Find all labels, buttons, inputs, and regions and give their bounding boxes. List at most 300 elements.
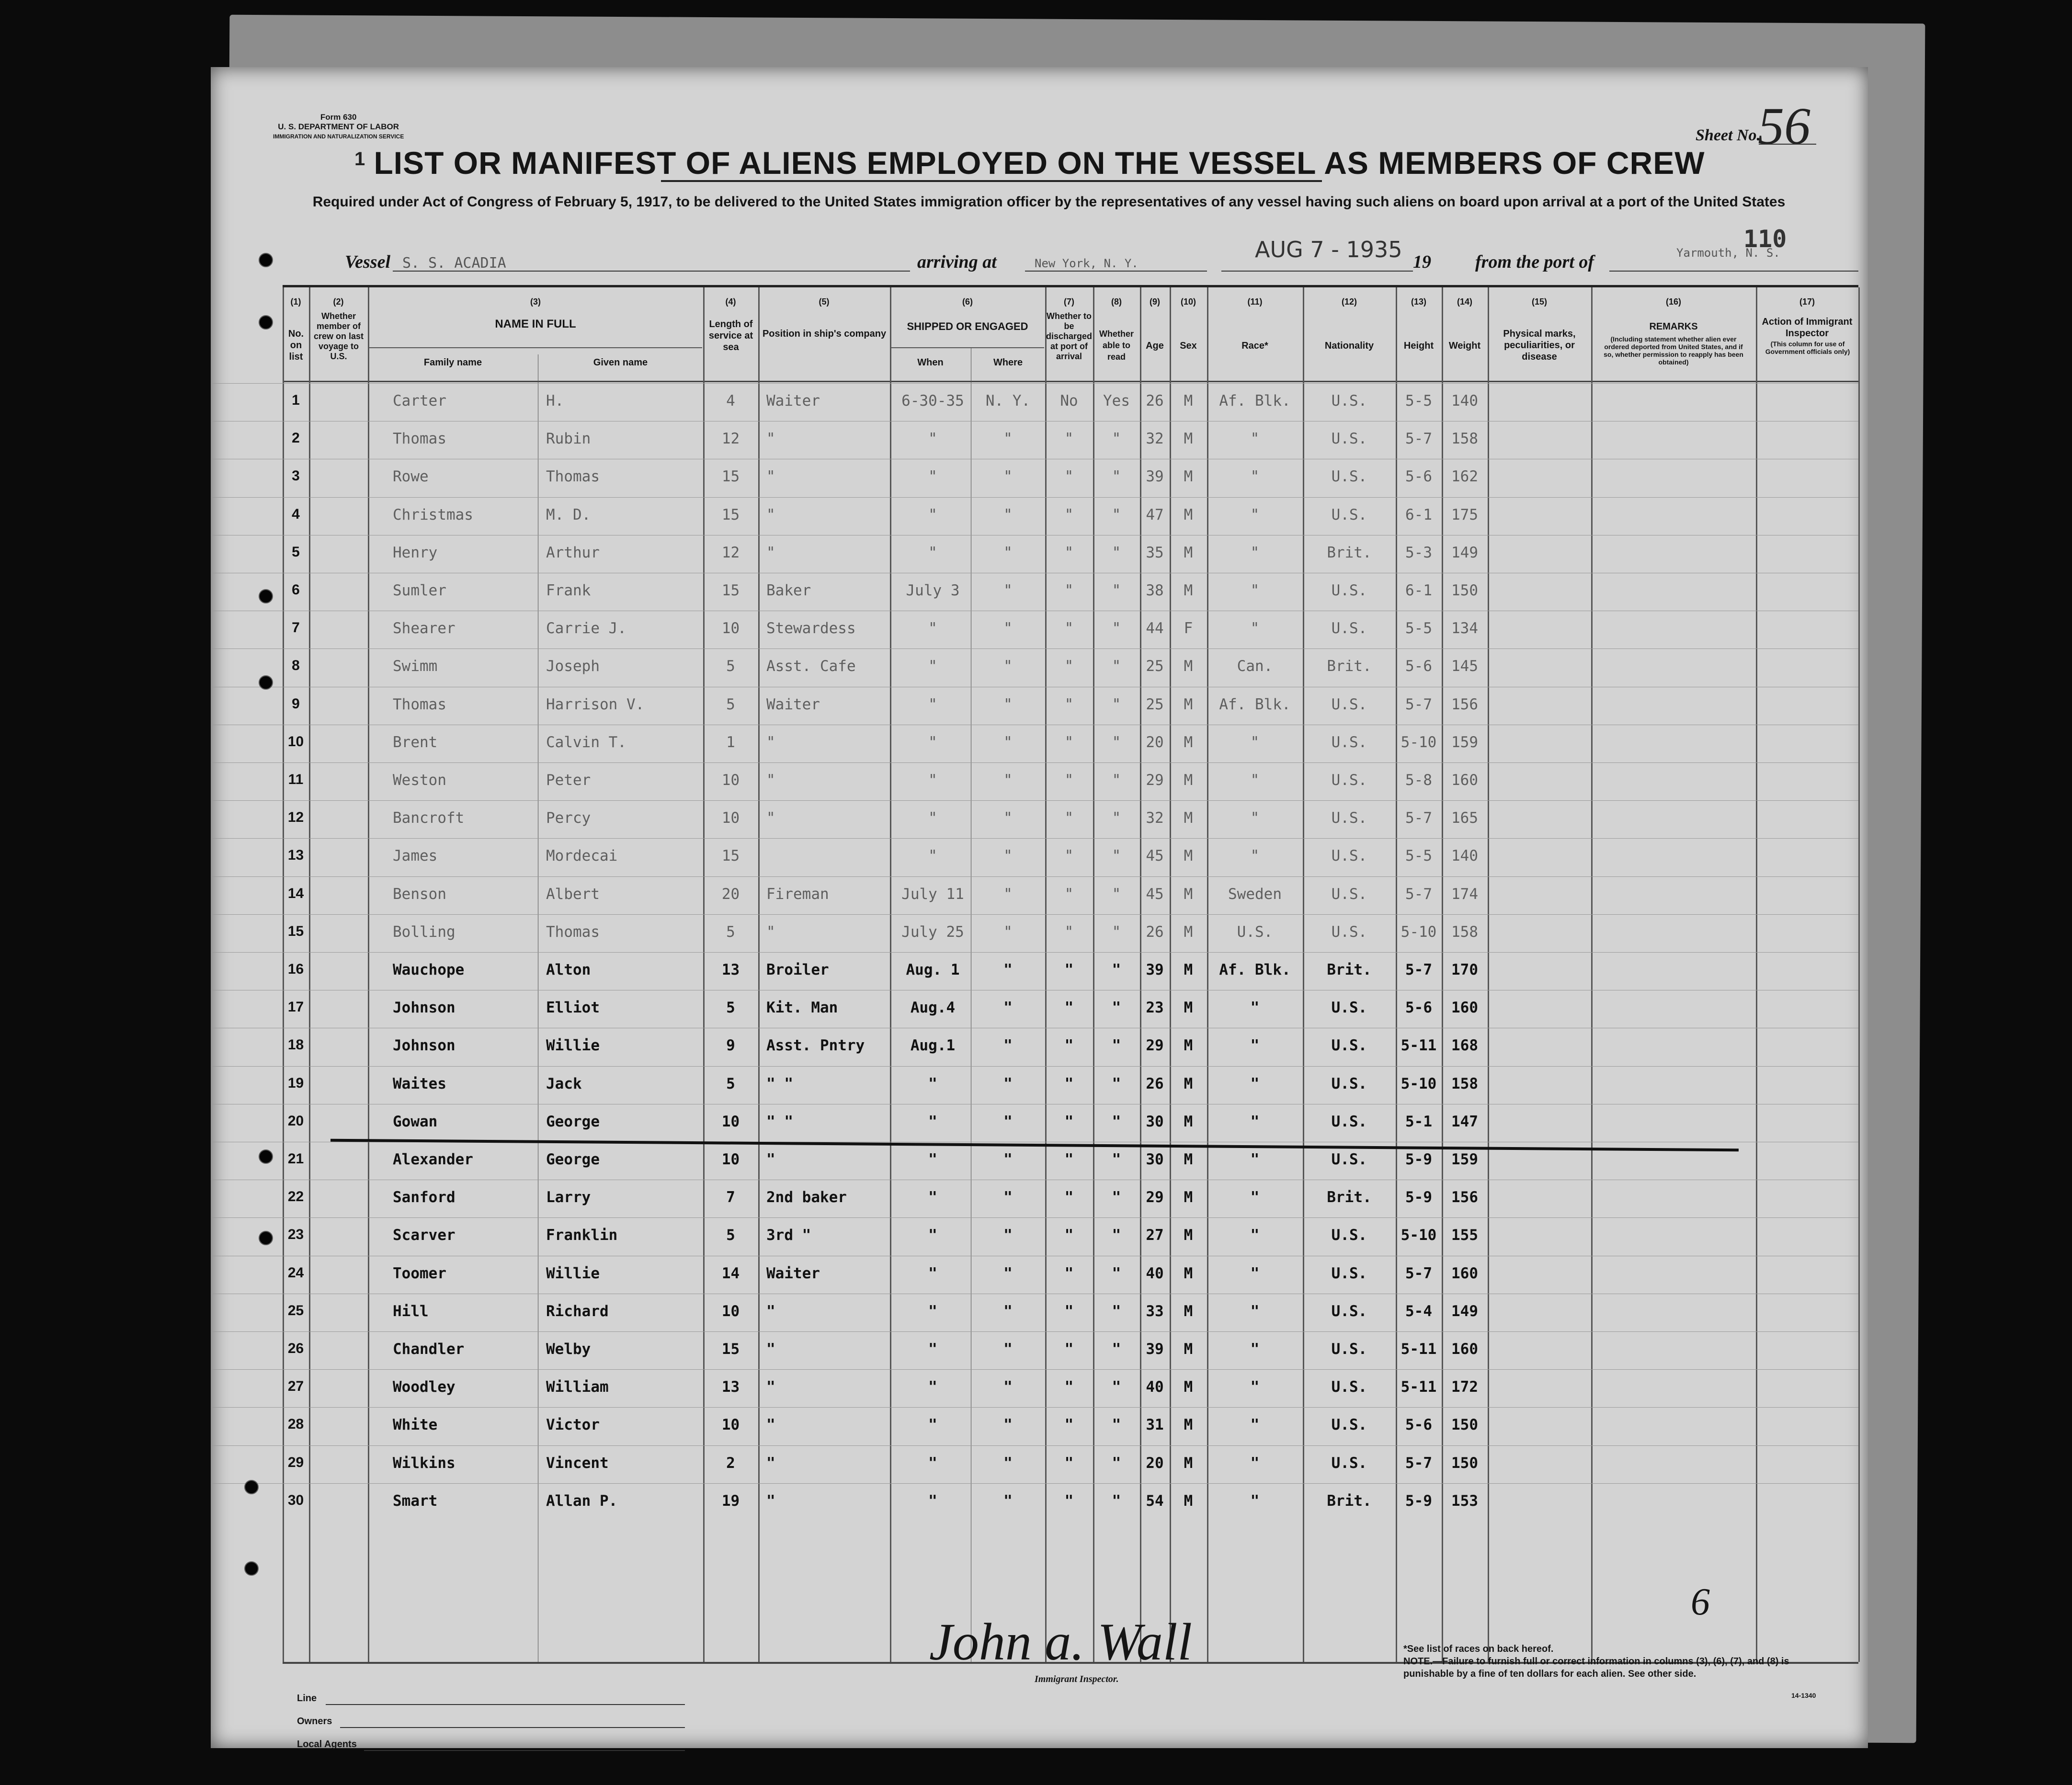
cell-no: 14	[287, 885, 304, 901]
cell-weight: 140	[1451, 392, 1478, 409]
cell-where: "	[1003, 1341, 1013, 1358]
stamp-number: 110	[1743, 225, 1787, 253]
cell-service: 12	[721, 544, 740, 561]
table-row	[211, 459, 1858, 497]
cell-weight: 160	[1451, 1341, 1478, 1358]
cell-where: "	[1003, 1492, 1013, 1510]
cell-family: Wauchope	[393, 961, 465, 978]
cell-discharged: "	[1064, 1227, 1074, 1244]
cell-sex: M	[1184, 961, 1193, 978]
cell-read: "	[1112, 809, 1121, 827]
cell-read: "	[1112, 695, 1121, 713]
cell-age: 35	[1146, 544, 1164, 561]
col-header-sex: Sex	[1180, 341, 1197, 351]
cell-when: Aug.1	[910, 1037, 956, 1055]
cell-height: 5-7	[1405, 961, 1432, 978]
col-number: (9)	[1150, 297, 1160, 307]
page-subtitle: Required under Act of Congress of February 5, 1917, to be delivered to the United States immigration officer by the representatives of any vessel having such aliens on board upon arrival at a port of the United States	[312, 194, 1786, 210]
cell-position: "	[766, 923, 775, 941]
col-header-given-name: Given name	[593, 357, 648, 368]
cell-race: "	[1250, 772, 1260, 789]
cell-given: Carrie J.	[546, 620, 626, 637]
cell-sex: M	[1184, 1341, 1193, 1358]
table-row	[211, 1369, 1858, 1408]
cell-position: Baker	[766, 582, 811, 599]
cell-sex: M	[1184, 695, 1193, 713]
table-row	[211, 1180, 1858, 1218]
cell-weight: 172	[1451, 1378, 1478, 1396]
cell-race: Can.	[1237, 658, 1273, 675]
cell-age: 23	[1146, 999, 1164, 1017]
cell-where: "	[1003, 1227, 1013, 1244]
cell-age: 29	[1146, 1189, 1164, 1206]
cell-service: 10	[721, 1151, 740, 1168]
table-row	[211, 611, 1858, 649]
manifest-sheet	[211, 67, 1868, 1748]
cell-given: George	[546, 1113, 600, 1130]
cell-position: "	[766, 1416, 775, 1434]
cell-where: "	[1003, 999, 1013, 1017]
cell-where: "	[1003, 1378, 1013, 1396]
cell-discharged: "	[1064, 1151, 1074, 1168]
cell-no: 11	[288, 772, 304, 787]
cell-discharged: "	[1064, 658, 1074, 675]
cell-race: "	[1250, 1189, 1260, 1206]
cell-discharged: "	[1064, 1341, 1074, 1358]
cell-read: "	[1112, 847, 1121, 865]
cell-when: "	[928, 506, 937, 523]
cell-sex: M	[1184, 1113, 1193, 1130]
cell-height: 5-6	[1405, 468, 1432, 486]
cell-no: 20	[287, 1113, 304, 1129]
cell-family: Weston	[393, 772, 446, 789]
cell-no: 6	[292, 582, 300, 598]
cell-position: "	[766, 809, 775, 827]
cell-position: "	[766, 1302, 775, 1320]
cell-race: "	[1250, 1378, 1260, 1396]
cell-sex: M	[1184, 1302, 1193, 1320]
cell-nationality: Brit.	[1327, 1492, 1372, 1510]
cell-discharged: "	[1064, 506, 1074, 523]
cell-where: "	[1003, 1416, 1013, 1434]
table-row	[211, 725, 1858, 763]
cell-weight: 155	[1451, 1227, 1478, 1244]
cell-read: "	[1112, 733, 1121, 751]
table-row	[211, 1445, 1858, 1484]
cell-read: "	[1112, 1492, 1121, 1510]
cell-service: 10	[721, 1302, 740, 1320]
cell-family: Thomas	[393, 695, 446, 713]
cell-given: William	[546, 1378, 609, 1396]
col-header-shipped: SHIPPED OR ENGAGED	[907, 320, 1028, 332]
col-header-last-voyage: Whether member of crew on last voyage to U.S.	[313, 311, 364, 361]
cell-where: "	[1003, 506, 1013, 523]
cell-given: Larry	[546, 1189, 591, 1206]
cell-sex: M	[1184, 392, 1193, 409]
cell-when: "	[928, 1189, 937, 1206]
cell-position: "	[766, 544, 775, 561]
cell-no: 1	[292, 392, 300, 408]
cell-where: "	[1003, 582, 1013, 599]
cell-age: 45	[1146, 847, 1164, 865]
cell-position: " "	[766, 1113, 793, 1130]
cell-nationality: U.S.	[1331, 506, 1367, 523]
cell-given: Allan P.	[546, 1492, 618, 1510]
line-label: Line	[297, 1693, 317, 1704]
table-row	[211, 1256, 1858, 1294]
cell-where: N. Y.	[985, 392, 1031, 409]
punch-hole	[259, 1149, 273, 1164]
cell-sex: M	[1184, 772, 1193, 789]
cell-no: 5	[292, 544, 300, 560]
cell-race: "	[1250, 1264, 1260, 1282]
cell-discharged: "	[1064, 1113, 1074, 1130]
cell-sex: M	[1184, 1227, 1193, 1244]
cell-family: Benson	[393, 885, 446, 903]
cell-age: 20	[1146, 733, 1164, 751]
cell-read: "	[1112, 1113, 1121, 1130]
cell-family: James	[393, 847, 438, 865]
cell-position: "	[766, 506, 775, 523]
cell-discharged: "	[1064, 961, 1074, 978]
cell-weight: 150	[1451, 1416, 1478, 1434]
cell-where: "	[1003, 1264, 1013, 1282]
cell-nationality: U.S.	[1331, 772, 1367, 789]
cell-read: "	[1112, 1454, 1121, 1472]
cell-height: 5-7	[1405, 885, 1432, 903]
cell-when: "	[928, 733, 937, 751]
footer-note	[1403, 1643, 1834, 1680]
col-header-family-name: Family name	[423, 357, 482, 368]
cell-nationality: U.S.	[1331, 695, 1367, 713]
punch-hole	[259, 253, 273, 267]
cell-sex: M	[1184, 809, 1193, 827]
cell-no: 12	[287, 809, 304, 826]
cell-age: 30	[1146, 1113, 1164, 1130]
cell-read: "	[1112, 999, 1121, 1017]
cell-age: 39	[1146, 468, 1164, 486]
cell-position: Waiter	[766, 695, 820, 713]
cell-sex: M	[1184, 430, 1193, 448]
cell-no: 13	[287, 847, 304, 864]
cell-family: Toomer	[393, 1264, 446, 1282]
cell-given: Elliot	[546, 999, 600, 1017]
line-underline	[326, 1704, 685, 1705]
cell-race: "	[1250, 1454, 1260, 1472]
cell-given: Willie	[546, 1264, 600, 1282]
cell-position: "	[766, 1454, 775, 1472]
cell-discharged: "	[1064, 847, 1074, 865]
cell-race: "	[1250, 1302, 1260, 1320]
cell-race: "	[1250, 544, 1260, 561]
cell-sex: M	[1184, 1416, 1193, 1434]
cell-when: "	[928, 1454, 937, 1472]
cell-no: 15	[287, 923, 304, 939]
form-number: Form 630	[320, 113, 357, 122]
cell-where: "	[1003, 772, 1013, 789]
cell-service: 20	[721, 885, 740, 903]
cell-no: 19	[287, 1075, 304, 1091]
title-underline	[661, 180, 1322, 182]
col-header-where: Where	[993, 357, 1023, 368]
punch-hole	[259, 1231, 273, 1245]
cell-service: 15	[721, 468, 740, 486]
cell-height: 5-9	[1405, 1151, 1432, 1168]
cell-nationality: U.S.	[1331, 1416, 1367, 1434]
cell-when: "	[928, 430, 937, 448]
table-row	[211, 421, 1858, 459]
cell-when: "	[928, 1113, 937, 1130]
cell-nationality: U.S.	[1331, 1264, 1367, 1282]
cell-nationality: U.S.	[1331, 1113, 1367, 1130]
arriving-label: arriving at	[917, 252, 997, 272]
cell-given: Percy	[546, 809, 591, 827]
cell-race: "	[1250, 999, 1260, 1017]
form-id	[273, 113, 404, 141]
cell-weight: 174	[1451, 885, 1478, 903]
cell-weight: 149	[1451, 1302, 1478, 1320]
cell-where: "	[1003, 809, 1013, 827]
cell-where: "	[1003, 658, 1013, 675]
cell-given: Welby	[546, 1341, 591, 1358]
cell-position: Fireman	[766, 885, 829, 903]
cell-weight: 150	[1451, 1454, 1478, 1472]
cell-weight: 159	[1451, 1151, 1478, 1168]
date-underline	[1221, 271, 1413, 272]
cell-family: Johnson	[393, 1037, 455, 1055]
cell-service: 10	[721, 1416, 740, 1434]
cell-position: "	[766, 1341, 775, 1358]
cell-height: 5-10	[1400, 923, 1437, 941]
cell-position: Waiter	[766, 392, 820, 409]
sheet-number: 56	[1758, 97, 1810, 155]
cell-no: 24	[287, 1264, 304, 1281]
cell-race: "	[1250, 582, 1260, 599]
cell-race: "	[1250, 809, 1260, 827]
cell-discharged: "	[1064, 999, 1074, 1017]
cell-when: "	[928, 1151, 937, 1168]
cell-sex: M	[1184, 1075, 1193, 1092]
cell-race: "	[1250, 620, 1260, 637]
cell-service: 10	[721, 1113, 740, 1130]
cell-when: July 11	[901, 885, 964, 903]
cell-height: 5-11	[1400, 1341, 1437, 1358]
cell-no: 26	[287, 1341, 304, 1356]
cell-age: 40	[1146, 1378, 1164, 1396]
cell-no: 4	[292, 506, 300, 522]
cell-race: "	[1250, 506, 1260, 523]
table-top-border	[283, 285, 1858, 287]
table-row	[211, 914, 1858, 953]
cell-weight: 175	[1451, 506, 1478, 523]
cell-race: "	[1250, 1075, 1260, 1092]
col-header-discharged: Whether to be discharged at port of arrival	[1046, 311, 1093, 361]
cell-weight: 158	[1451, 1075, 1478, 1092]
cell-discharged: "	[1064, 772, 1074, 789]
arriving-value: New York, N. Y.	[1035, 257, 1138, 270]
col-header-physical-marks: Physical marks, peculiarities, or disease	[1503, 329, 1576, 362]
col-header-age: Age	[1146, 341, 1164, 351]
cell-family: White	[393, 1416, 438, 1434]
cell-weight: 168	[1451, 1037, 1478, 1055]
cell-where: "	[1003, 468, 1013, 486]
cell-nationality: U.S.	[1331, 1302, 1367, 1320]
cell-sex: M	[1184, 1492, 1193, 1510]
col-header-name: NAME IN FULL	[495, 318, 576, 330]
cell-when: "	[928, 847, 937, 865]
cell-sex: M	[1184, 999, 1193, 1017]
cell-sex: M	[1184, 923, 1193, 941]
cell-service: 5	[726, 695, 735, 713]
cell-read: "	[1112, 961, 1121, 978]
cell-nationality: U.S.	[1331, 809, 1367, 827]
cell-race: "	[1250, 733, 1260, 751]
agents-underline	[364, 1750, 685, 1751]
arriving-underline	[1025, 271, 1207, 272]
col-number: (1)	[290, 297, 301, 307]
cell-no: 10	[287, 733, 304, 750]
cell-where: "	[1003, 1113, 1013, 1130]
cell-given: Joseph	[546, 658, 600, 675]
cell-nationality: U.S.	[1331, 1454, 1367, 1472]
cell-age: 38	[1146, 582, 1164, 599]
cell-height: 5-5	[1405, 847, 1432, 865]
cell-weight: 150	[1451, 582, 1478, 599]
cell-weight: 170	[1451, 961, 1478, 978]
cell-service: 5	[726, 1227, 735, 1244]
cell-when: Aug. 1	[906, 961, 960, 978]
cell-age: 44	[1146, 620, 1164, 637]
cell-discharged: "	[1064, 1075, 1074, 1092]
cell-nationality: Brit.	[1327, 961, 1372, 978]
cell-discharged: "	[1064, 1378, 1074, 1396]
cell-read: "	[1112, 582, 1121, 599]
table-row	[211, 952, 1858, 990]
cell-position: Asst. Pntry	[766, 1037, 865, 1055]
cell-position: "	[766, 468, 775, 486]
cell-family: Christmas	[393, 506, 473, 523]
cell-given: Jack	[546, 1075, 582, 1092]
cell-race: Af. Blk.	[1219, 961, 1291, 978]
cell-when: "	[928, 1492, 937, 1510]
cell-race: Af. Blk.	[1219, 392, 1291, 409]
cell-position: " "	[766, 1075, 793, 1092]
cell-where: "	[1003, 923, 1013, 941]
cell-position: Asst. Cafe	[766, 658, 856, 675]
cell-weight: 158	[1451, 430, 1478, 448]
cell-family: Swimm	[393, 658, 438, 675]
col-number: (3)	[530, 297, 541, 307]
cell-age: 33	[1146, 1302, 1164, 1320]
cell-nationality: U.S.	[1331, 885, 1367, 903]
cell-read: "	[1112, 1302, 1121, 1320]
port-label: from the port of	[1475, 252, 1594, 272]
cell-nationality: U.S.	[1331, 847, 1367, 865]
port-underline	[1609, 271, 1858, 272]
cell-family: Bancroft	[393, 809, 465, 827]
cell-given: Harrison V.	[546, 695, 645, 713]
cell-service: 13	[721, 961, 740, 978]
cell-where: "	[1003, 544, 1013, 561]
cell-no: 27	[287, 1378, 304, 1395]
cell-service: 15	[721, 582, 740, 599]
cell-service: 14	[721, 1264, 740, 1282]
vessel-label: Vessel	[345, 252, 390, 272]
cell-family: Smart	[393, 1492, 438, 1510]
cell-weight: 145	[1451, 658, 1478, 675]
cell-no: 8	[292, 658, 300, 674]
cell-family: Johnson	[393, 999, 455, 1017]
cell-read: "	[1112, 885, 1121, 903]
cell-discharged: "	[1064, 1416, 1074, 1434]
inspector-signature: John a. Wall	[929, 1613, 1192, 1671]
name-divider	[369, 347, 702, 348]
punch-hole	[259, 589, 273, 603]
cell-when: "	[928, 658, 937, 675]
cell-nationality: U.S.	[1331, 1151, 1367, 1168]
cell-sex: M	[1184, 847, 1193, 865]
table-row	[211, 800, 1858, 839]
punch-hole	[244, 1480, 259, 1494]
vessel-underline	[393, 271, 910, 272]
cell-weight: 162	[1451, 468, 1478, 486]
cell-no: 2	[292, 430, 300, 446]
cell-service: 10	[721, 772, 740, 789]
department-name: U. S. DEPARTMENT OF LABOR	[278, 122, 399, 131]
sheet-label: Sheet No.	[1696, 126, 1761, 144]
cell-discharged: "	[1064, 1264, 1074, 1282]
cell-sex: M	[1184, 1189, 1193, 1206]
cell-read: "	[1112, 506, 1121, 523]
cell-when: July 25	[901, 923, 964, 941]
cell-read: "	[1112, 1227, 1121, 1244]
cell-discharged: "	[1064, 620, 1074, 637]
cell-race: "	[1250, 847, 1260, 865]
cell-sex: M	[1184, 1151, 1193, 1168]
cell-when: "	[928, 1075, 937, 1092]
cell-discharged: No	[1060, 392, 1078, 409]
col-header-service: Length of service at sea	[708, 319, 753, 352]
cell-read: "	[1112, 1189, 1121, 1206]
cell-no: 9	[292, 695, 300, 712]
cell-when: "	[928, 1264, 937, 1282]
table-row	[211, 1294, 1858, 1332]
cell-age: 25	[1146, 695, 1164, 713]
page-title: LIST OR MANIFEST OF ALIENS EMPLOYED ON THE VESSEL AS MEMBERS OF CREW	[374, 145, 1705, 181]
owners-underline	[340, 1727, 685, 1728]
cell-sex: M	[1184, 544, 1193, 561]
cell-age: 20	[1146, 1454, 1164, 1472]
cell-nationality: Brit.	[1327, 1189, 1372, 1206]
cell-family: Shearer	[393, 620, 455, 637]
cell-race: U.S.	[1237, 923, 1273, 941]
cell-age: 45	[1146, 885, 1164, 903]
cell-nationality: U.S.	[1331, 733, 1367, 751]
cell-family: Gowan	[393, 1113, 438, 1130]
punch-hole	[259, 315, 273, 330]
cell-weight: 158	[1451, 923, 1478, 941]
punch-hole	[259, 675, 273, 690]
cell-height: 5-7	[1405, 809, 1432, 827]
cell-family: Carter	[393, 392, 446, 409]
cell-discharged: "	[1064, 733, 1074, 751]
col-number: (12)	[1341, 297, 1357, 307]
cell-read: "	[1112, 620, 1121, 637]
cell-read: "	[1112, 544, 1121, 561]
cell-where: "	[1003, 733, 1013, 751]
cell-race: "	[1250, 1416, 1260, 1434]
col-header-remarks: REMARKS	[1649, 321, 1698, 332]
